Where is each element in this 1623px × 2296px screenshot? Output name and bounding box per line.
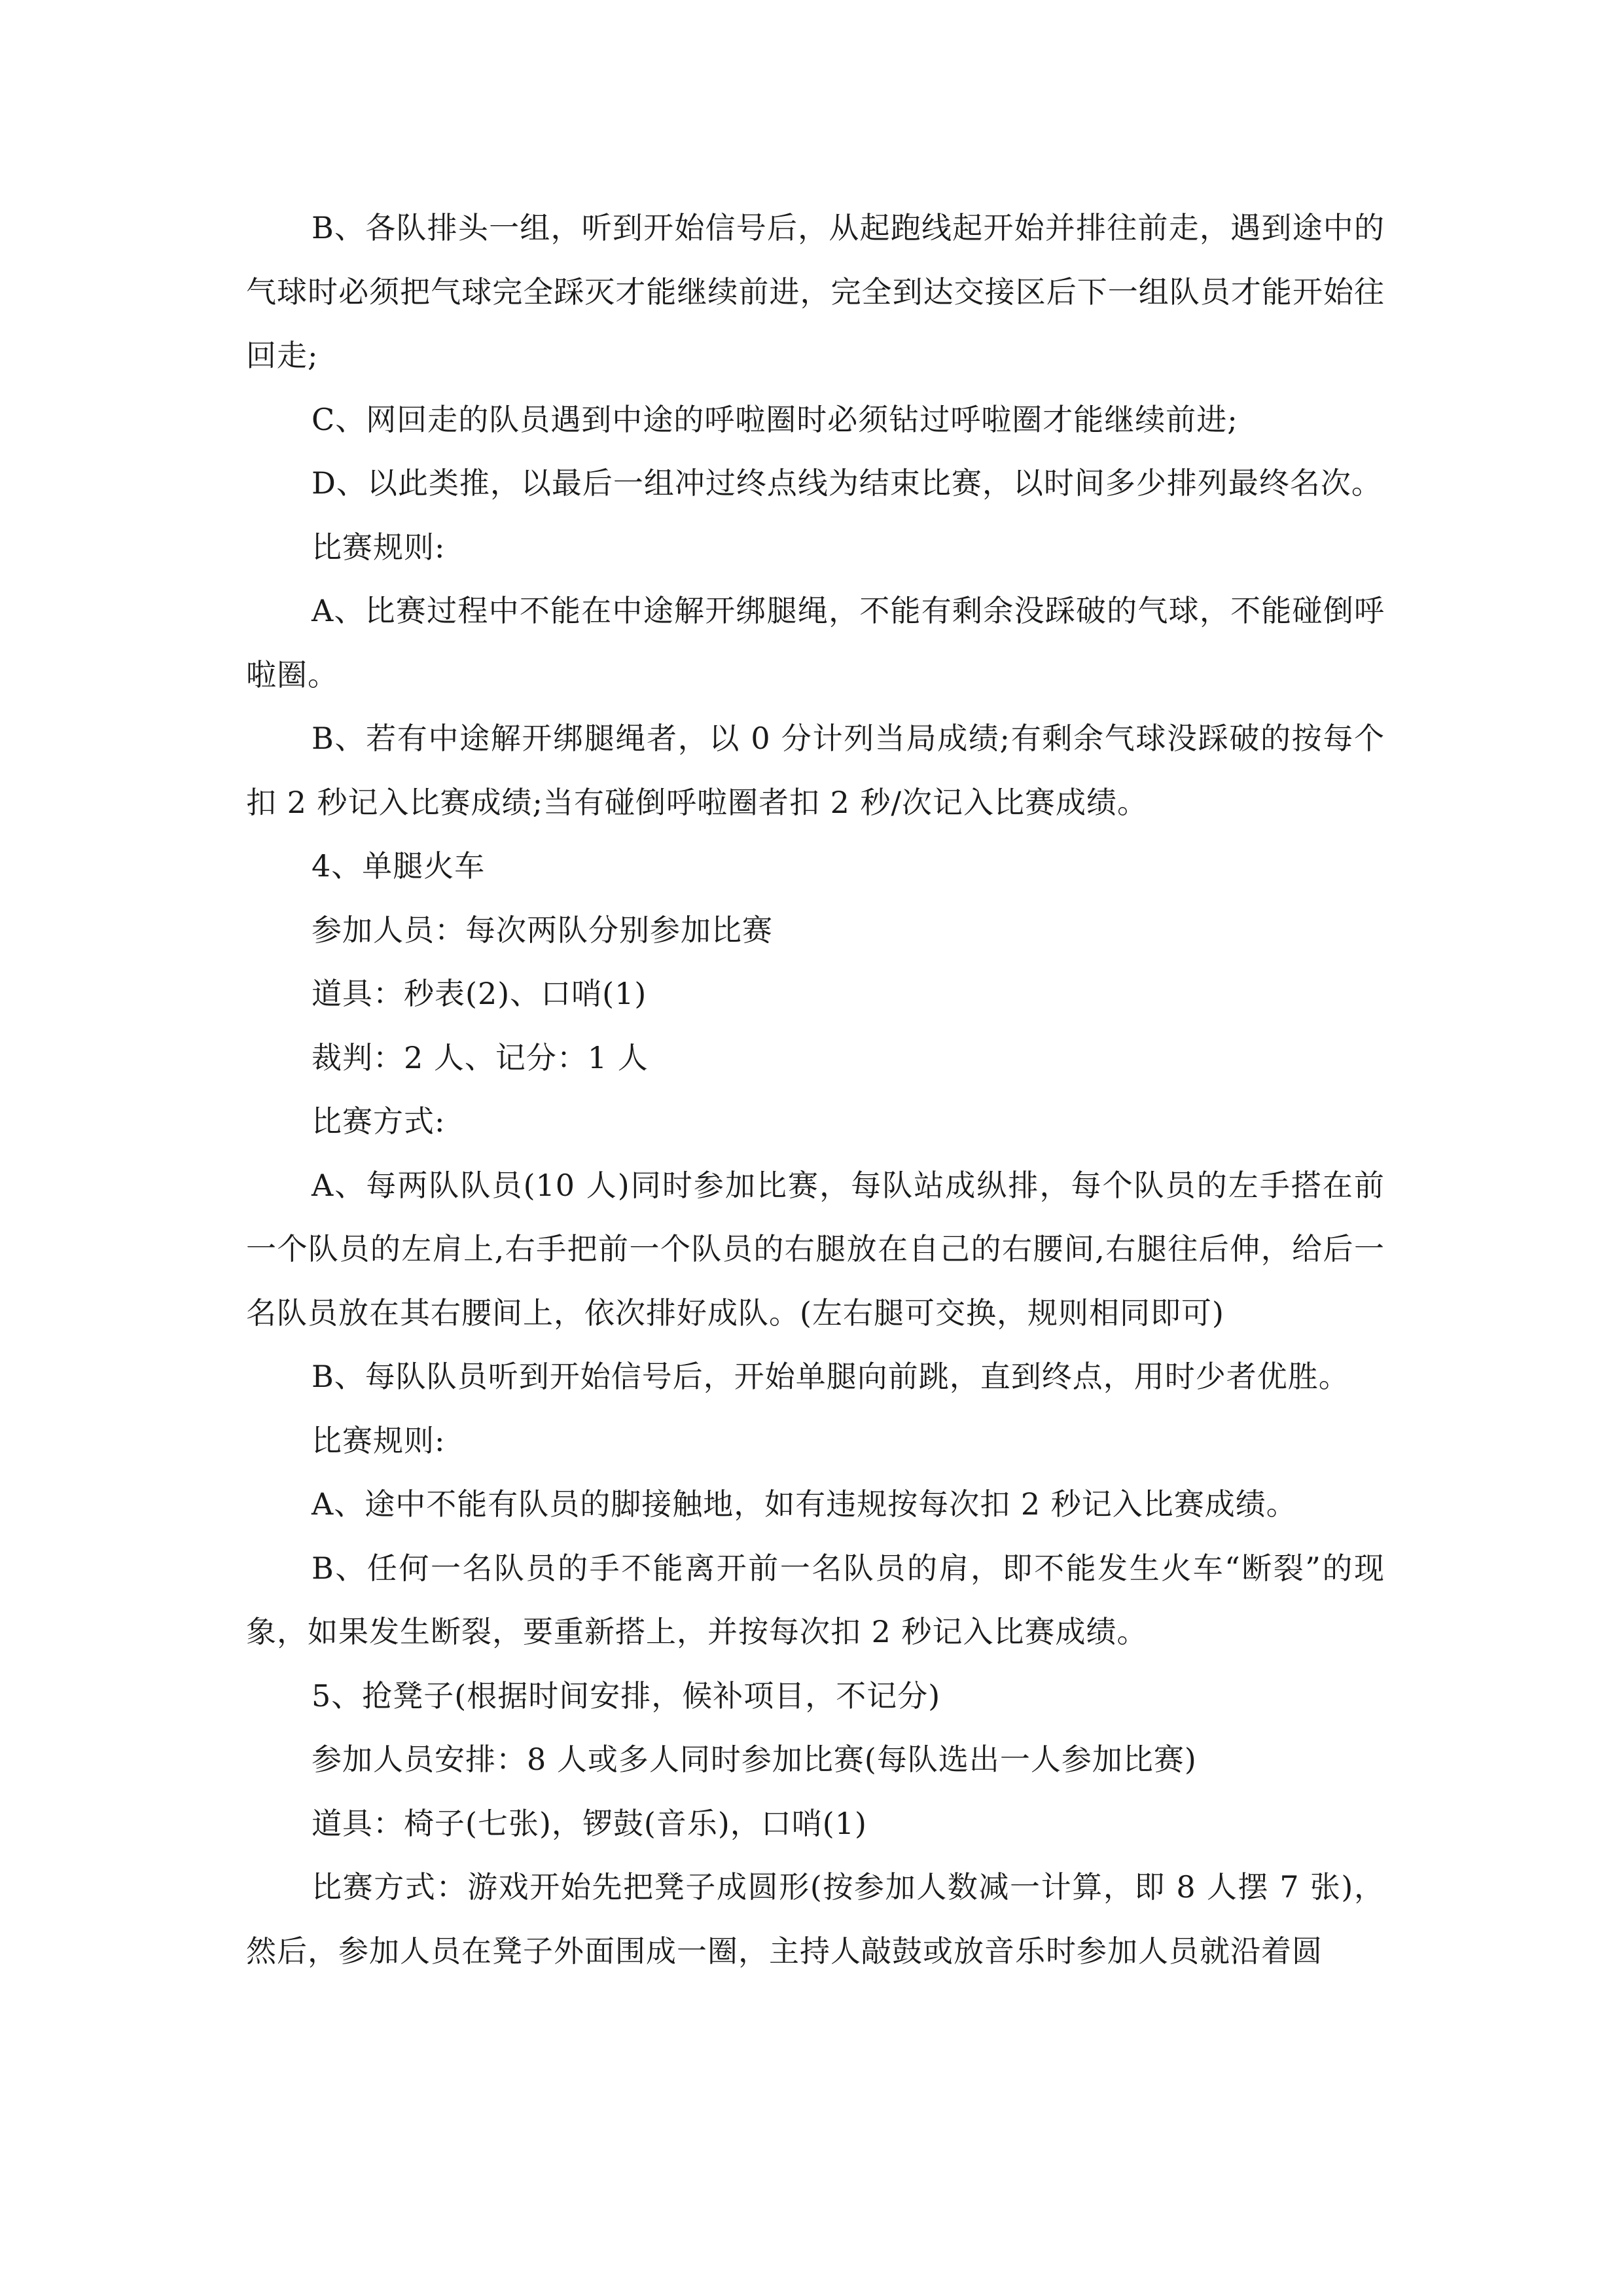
paragraph-rule-b-4: B、任何一名队员的手不能离开前一名队员的肩，即不能发生火车“断裂”的现象，如果发生断裂，要重新搭上，并按每次扣 2 秒记入比赛成绩。 (246, 1550, 1385, 1649)
paragraph-participants-4: 参加人员：每次两队分别参加比赛 (312, 912, 773, 948)
heading-event-4: 4、单腿火车 (312, 848, 486, 884)
paragraph-method-a-4: A、每两队队员(10 人)同时参加比赛，每队站成纵排，每个队员的左手搭在前一个队员的左肩上,右手把前一个队员的右腿放在自己的右腰间,右腿往后伸，给后一名队员放在其右腰间上，依次排好成队。(左右腿可交换，规则相同即可) (246, 1167, 1385, 1331)
paragraph-method-b-4: B、每队队员听到开始信号后，开始单腿向前跳，直到终点，用时少者优胜。 (312, 1359, 1349, 1394)
paragraph-props-5: 道具：椅子(七张)，锣鼓(音乐)，口哨(1) (312, 1805, 867, 1841)
document-body (246, 196, 1385, 1983)
paragraph-rule-b-1: B、若有中途解开绑腿绳者，以 0 分计列当局成绩;有剩余气球没踩破的按每个扣 2 秒记入比赛成绩;当有碰倒呼啦圈者扣 2 秒/次记入比赛成绩。 (246, 721, 1385, 820)
paragraph-method-5: 比赛方式：游戏开始先把凳子成圆形(按参加人数减一计算，即 8 人摆 7 张)，然后，参加人员在凳子外面围成一圈，主持人敲鼓或放音乐时参加人员就沿着圆 (246, 1869, 1385, 1969)
paragraph-relay-step-d: D、以此类推，以最后一组冲过终点线为结束比赛，以时间多少排列最终名次。 (312, 465, 1382, 501)
paragraph-referees-4: 裁判：2 人、记分：1 人 (312, 1039, 649, 1075)
heading-event-5: 5、抢凳子(根据时间安排，候补项目，不记分) (312, 1677, 941, 1713)
heading-rules-4: 比赛规则: (312, 1422, 446, 1458)
paragraph-participants-5: 参加人员安排：8 人或多人同时参加比赛(每队选出一人参加比赛) (312, 1742, 1197, 1777)
paragraph-rule-a-4: A、途中不能有队员的脚接触地，如有违规按每次扣 2 秒记入比赛成绩。 (312, 1486, 1297, 1522)
paragraph-rule-a-1: A、比赛过程中不能在中途解开绑腿绳，不能有剩余没踩破的气球，不能碰倒呼啦圈。 (246, 593, 1385, 692)
heading-method-4: 比赛方式: (312, 1103, 446, 1139)
paragraph-props-4: 道具：秒表(2)、口哨(1) (312, 976, 647, 1011)
paragraph-relay-step-b: B、各队排头一组，听到开始信号后，从起跑线起开始并排往前走，遇到途中的气球时必须把气球完全踩灭才能继续前进，完全到达交接区后下一组队员才能开始往回走; (246, 210, 1385, 373)
heading-rules-1: 比赛规则: (312, 529, 446, 565)
paragraph-relay-step-c: C、网回走的队员遇到中途的呼啦圈时必须钻过呼啦圈才能继续前进; (312, 401, 1238, 437)
